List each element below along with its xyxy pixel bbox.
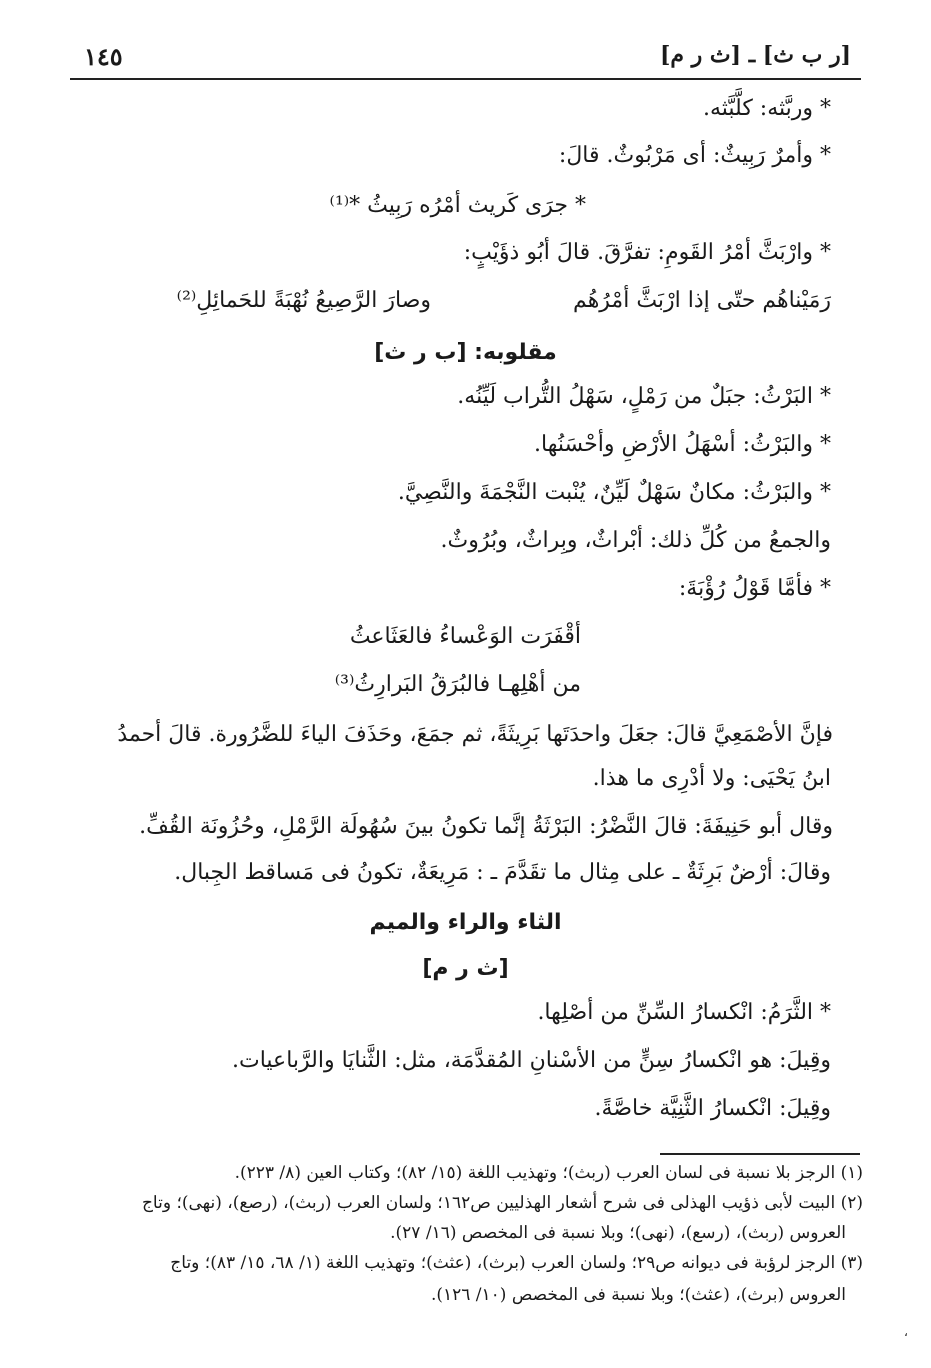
corner-mark: ، xyxy=(904,1325,908,1339)
entry-line: والجمعُ من كُلِّ ذلك: أبْراثٌ، وبِراثٌ، وبُرُوثٌ. xyxy=(440,528,831,553)
entry-line: * وأمرٌ رَبِيثٌ: أى مَرْبُوثٌ. قالَ: xyxy=(558,143,831,168)
verse-line: * جرَى كَريث أمْرُه رَبِيثُ *⁽¹⁾ xyxy=(329,193,586,218)
entry-heading: [ث ر م] xyxy=(422,956,509,981)
paragraph-line: ابنُ يَحْيَى: ولا أدْرِى ما هذا. xyxy=(592,766,831,791)
paragraph-line: فإنَّ الأصْمَعِيَّ قالَ: جعَلَ واحدَتَها بَرِيثَةً، ثم جمَعَ، وحَذَفَ الياءَ للضَّرُورة. قالَ أحمدُ xyxy=(117,722,833,747)
verse-line: أقْفَرَت الوَعْساءُ فالعَثَاعثُ xyxy=(349,624,581,649)
entry-line: وقِيلَ: انْكسارُ الثَّنِيَّة خاصَّةً. xyxy=(594,1096,831,1121)
section-heading: الثاء والراء والميم xyxy=(369,910,562,935)
header-rule xyxy=(70,78,861,80)
footnote-1: (١) الرجز بلا نسبة فى لسان العرب (ربث)؛ وتهذيب اللغة (١٥/ ٨٢)؛ وكتاب العين (٨/ ٢٢٣). xyxy=(234,1163,863,1183)
entry-line: * فأمَّا قَوْلُ رُؤْبَةَ: xyxy=(678,576,831,601)
verse-hemistich-1: رَمَيْناهُم حتّى إذا ارْبَثَّ أمْرُهُم xyxy=(573,288,831,313)
page-number: ١٤٥ xyxy=(84,42,123,71)
verse-hemistich-2: وصارَ الرَّصِيعُ نُهْبَةً للحَمائِلِ⁽²⁾ xyxy=(176,288,431,313)
page-header xyxy=(70,40,861,80)
entry-line: * وربَّثه: كلَّبَّثه. xyxy=(702,96,831,121)
footnote-2-line-1: (٢) البيت لأبى ذؤيب الهذلى فى شرح أشعار الهذليين ص١٦٢؛ ولسان العرب (ربث)، (رصع)، (نهى)؛ وتاج xyxy=(141,1193,863,1213)
paragraph-line: وقالَ: أرْضٌ بَرِثَةٌ ـ على مِثال ما تقَدَّمَ ـ : مَرِيعَةٌ، تكونُ فى مَساقط الجِبال. xyxy=(174,860,831,885)
footnote-3-line-2: العروس (برث)، (عثث)؛ وبلا نسبة فى المخصص (١٠/ ١٢٦). xyxy=(430,1285,846,1305)
footnote-3-line-1: (٣) الرجز لرؤبة فى ديوانه ص٢٩؛ ولسان العرب (برث)، (عثث)؛ وتهذيب اللغة (١/ ٦٨، ١٥/ ٨٣)؛ وتاج xyxy=(170,1253,863,1273)
footnote-2-line-2: العروس (ربث)، (رسع)، (نهى)؛ وبلا نسبة فى المخصص (١٦/ ٢٧). xyxy=(390,1223,846,1243)
entry-line: * وارْبَثَّ أمْرُ القَومِ: تفرَّقَ. قالَ أبُو ذؤَيْبٍ: xyxy=(463,240,831,265)
paragraph-line: وقال أبو حَنِيفَةَ: قالَ النَّضْرُ: البَرْثَةُ إنَّما تكونُ بينَ سُهُولَة الرَّمْلِ، وحُزُونَة القُفِّ. xyxy=(139,814,833,839)
verse-line: من أهْلِهـا فالبُرَقُ البَرارِثُ⁽³⁾ xyxy=(334,672,581,697)
entry-line: * البَرْثُ: جبَلٌ من رَمْلٍ، سَهْلُ التُّراب لَيِّنُه. xyxy=(457,384,831,409)
entry-line: وقِيلَ: هو انْكسارُ سِنٍّ من الأسْنانِ المُقدَّمَة، مثل: الثَّنايَا والرَّباعيات. xyxy=(232,1048,831,1073)
footnote-rule xyxy=(660,1153,860,1155)
subsection-heading: مقلوبه: [ب ر ث] xyxy=(374,340,557,365)
entry-line: * الثَّرَمُ: انْكسارُ السِّنِّ من أصْلِها. xyxy=(537,1000,831,1025)
running-head: [ر ب ث] ـ [ث ر م] xyxy=(659,42,851,68)
entry-line: * والبَرْثُ: أسْهَلُ الأرْضِ وأحْسَنُها. xyxy=(534,432,831,457)
entry-line: * والبَرْثُ: مكانٌ سَهْلٌ لَيِّنٌ، يُنْبت النَّجْمَةَ والنَّصِيَّ. xyxy=(397,480,831,505)
